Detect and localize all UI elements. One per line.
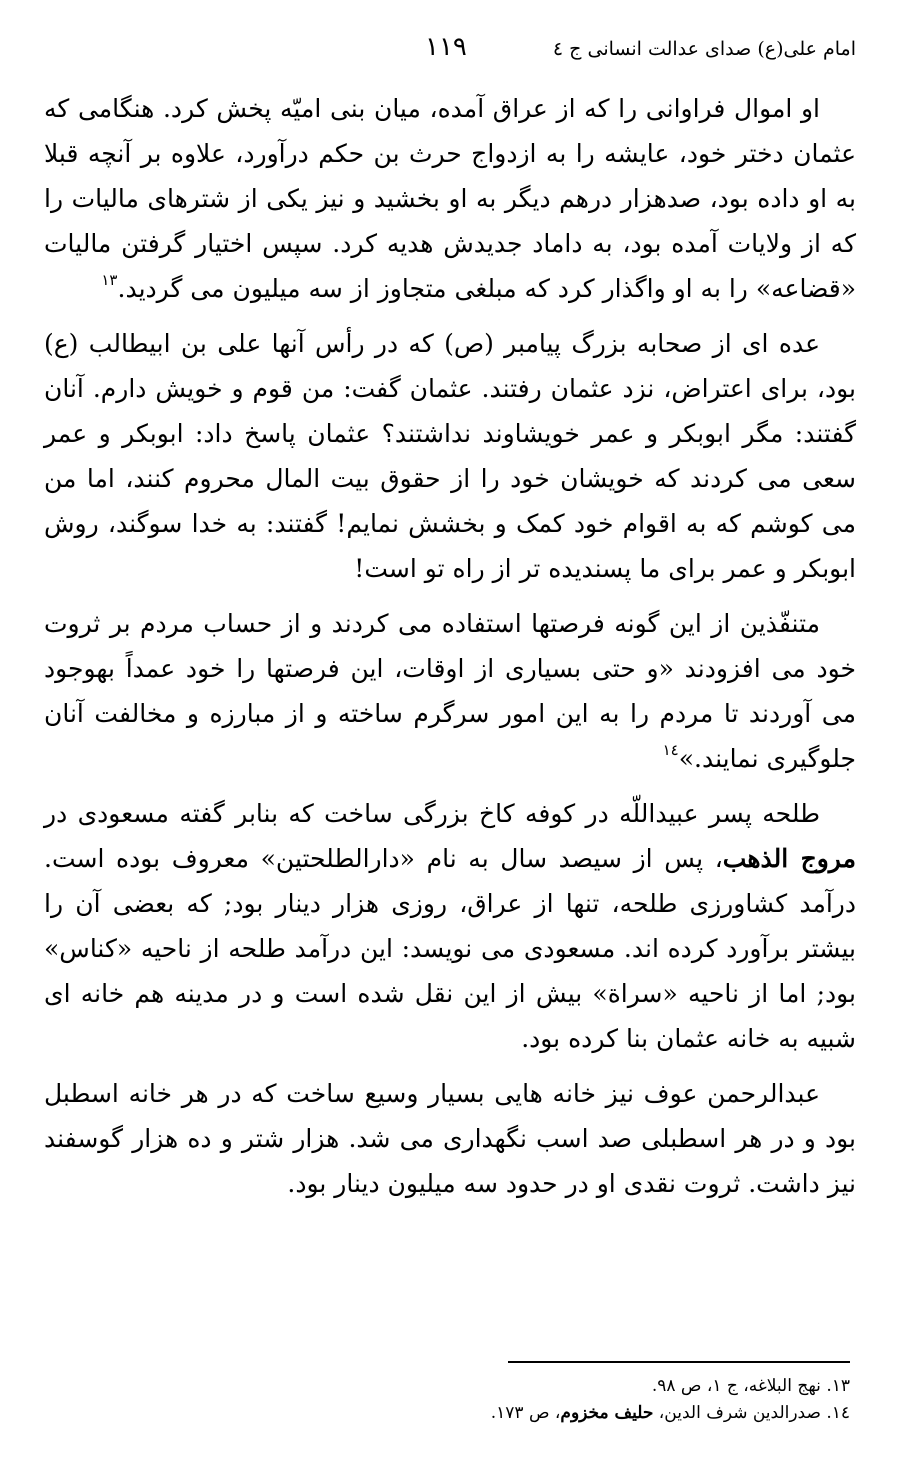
paragraph-5	[44, 1071, 856, 1206]
footnote-13	[44, 1373, 850, 1400]
paragraph-4-text-after: ، پس از سیصد سال به نام «دارالطلحتین» معروف بوده است. درآمد کشاورزی طلحه، تنها از عراق، روزی هزار دینار بود; که بعضی آن را بیشتر برآورد کرده اند. مسعودی می نویسد: این درآمد طلحه از ناحیه «کناس» بود; اما از ناحیه «سراة» بیش از این نقل شده است و در مدینه هم خانه ای شبیه به خانه عثمان بنا کرده بود.	[44, 844, 856, 1053]
footnote-reference-14: ۱٤	[662, 741, 679, 759]
paragraph-3-text: متنفّذین از این گونه فرصتها استفاده می کردند و از حساب مردم بر ثروت خود می افزودند «و حتی بسیاری از اوقات، این فرصتها را خود عمداً بهوجود می آوردند تا مردم را به این امور سرگرم ساخته و از مبارزه و مخالفت آنان جلوگیری نمایند.»	[44, 609, 856, 773]
paragraph-3	[44, 601, 856, 781]
body-text	[44, 86, 856, 1206]
paragraph-4-text-before: طلحه پسر عبیداللّه در کوفه کاخ بزرگی ساخت که بنابر گفته مسعودی در	[44, 799, 820, 828]
page-header	[40, 28, 856, 68]
footnote-divider	[508, 1361, 850, 1363]
footnote-14	[44, 1400, 850, 1427]
footnote-14-number: ١٤.	[826, 1403, 850, 1423]
footnote-13-number: ۱۳.	[826, 1376, 850, 1396]
paragraph-1	[44, 86, 856, 311]
book-title-muruj-al-dhahab: مروج الذهب	[722, 844, 856, 873]
paragraph-4	[44, 791, 856, 1061]
paragraph-2-text: عده ای از صحابه بزرگ پیامبر (ص) که در رأس آنها علی بن ابیطالب (ع) بود، برای اعتراض، نزد عثمان رفتند. عثمان گفت: من قوم و خویش دارم. آنان گفتند: مگر ابوبکر و عمر خویشاوند نداشتند؟ عثمان پاسخ داد: ابوبکر و عمر سعی می کردند که خویشان خود را از حقوق بیت المال محروم کنند، اما من می کوشم که به اقوام خود کمک و بخشش نمایم! گفتند: به خدا سوگند، روش ابوبکر و عمر برای ما پسندیده تر از راه تو است!	[44, 329, 856, 583]
footnote-13-text: نهج البلاغه، ج ۱، ص ۹۸.	[651, 1376, 827, 1396]
footnote-reference-13: ۱۳	[101, 271, 118, 289]
paragraph-1-text: او اموال فراوانی را که از عراق آمده، میان بنی امیّه پخش کرد. هنگامی که عثمان دختر خود، عایشه را به ازدواج حرث بن حکم درآورد، علاوه بر آنچه قبلا به او داده بود، صدهزار درهم دیگر به او بخشید و نیز یکی از شترهای مالیات را که از ولایات آمده بود، به داماد جدیدش هدیه کرد. سپس اختیار گرفتن مالیات «قضاعه» را به او واگذار کرد که مبلغی متجاوز از سه میلیون می گردید.	[44, 94, 856, 303]
footnote-14-text-before: صدرالدین شرف الدین،	[653, 1403, 827, 1423]
footnote-14-text-after: ، ص ۱۷۳.	[490, 1403, 561, 1423]
footnote-14-book-title: حلیف مخزوم	[560, 1403, 654, 1423]
paragraph-5-text: عبدالرحمن عوف نیز خانه هایی بسیار وسیع ساخت که در هر خانه اسطبل بود و در هر اسطبلی صد اسب نگهداری می شد. هزار شتر و ده هزار گوسفند نیز داشت. ثروت نقدی او در حدود سه میلیون دینار بود.	[44, 1079, 856, 1198]
page-number: ۱۱۹	[425, 32, 467, 62]
running-title: امام علی(ع) صدای عدالت انسانی ج ٤	[552, 38, 856, 60]
paragraph-2	[44, 321, 856, 591]
footnotes	[44, 1373, 850, 1427]
